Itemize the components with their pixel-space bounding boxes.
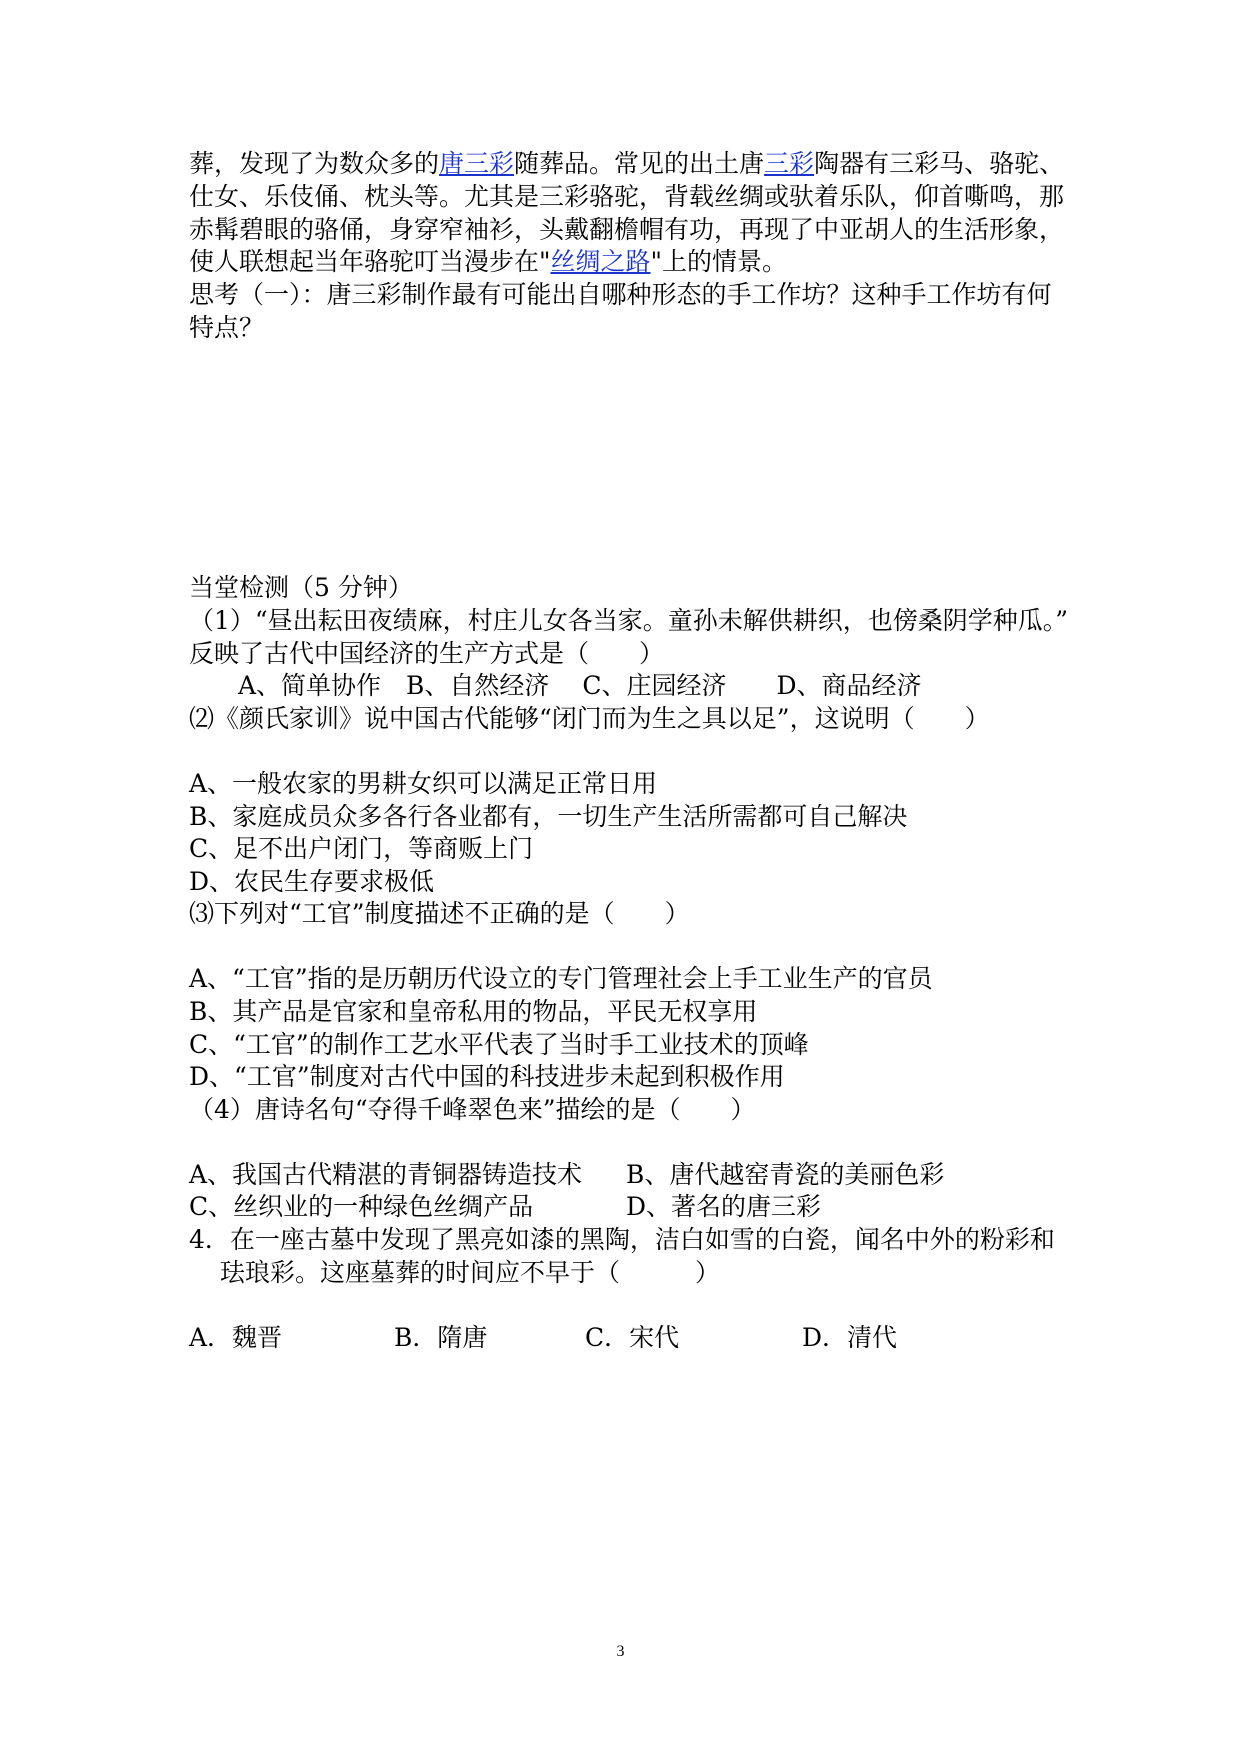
think-question-line-2: 特点？ [189,313,265,342]
q4-option-c: C、丝织业的一种绿色丝绸产品 [189,1192,534,1221]
q5-stem-line-2: 珐琅彩。这座墓葬的时间应不早于（ ） [220,1258,721,1287]
q3-option-b: B、其产品是官家和皇帝私用的物品，平民无权享用 [189,997,758,1026]
passage-text: "上的情景。 [650,247,788,276]
q2-option-b: B、家庭成员众多各行各业都有，一切生产生活所需都可自己解决 [189,802,908,831]
q5-stem-line-1: 4．在一座古墓中发现了黑亮如漆的黑陶，洁白如雪的白瓷，闻名中外的粉彩和 [189,1225,1055,1254]
passage-line-2: 仕女、乐伎俑、枕头等。尤其是三彩骆驼，背载丝绸或驮着乐队，仰首嘶鸣，那 [189,182,1065,211]
q1-stem-line-2: 反映了古代中国经济的生产方式是（ ） [189,639,665,668]
q3-option-a: A、“工官”指的是历朝历代设立的专门管理社会上手工业生产的官员 [189,964,933,993]
passage-text: 使人联想起当年骆驼叮当漫步在" [189,247,551,276]
passage-text: 陶器有三彩马、骆驼、 [814,149,1065,178]
q1-stem-line-1: （1）“昼出耘田夜绩麻，村庄儿女各当家。童孙未解供耕织，也傍桑阴学种瓜。” [189,606,1068,635]
sancai-link[interactable]: 三彩 [764,149,815,178]
passage-line-1 [189,148,1064,180]
q5-option-d: D．清代 [802,1323,898,1352]
q4-option-a: A、我国古代精湛的青铜器铸造技术 [189,1160,583,1189]
q2-option-c: C、足不出户闭门，等商贩上门 [189,834,534,863]
tang-sancai-link[interactable]: 唐三彩 [439,149,515,178]
q4-option-d: D、著名的唐三彩 [626,1192,822,1221]
quiz-heading: 当堂检测（5 分钟） [189,573,413,602]
q2-option-a: A、一般农家的男耕女织可以满足正常日用 [189,769,658,798]
q5-option-c: C．宋代 [585,1323,680,1352]
q3-option-c: C、“工官”的制作工艺水平代表了当时手工业技术的顶峰 [189,1030,809,1059]
silk-road-link[interactable]: 丝绸之路 [550,247,651,276]
passage-text: 葬，发现了为数众多的 [189,149,440,178]
passage-text: 随葬品。常见的出土唐 [514,149,765,178]
think-question-line-1: 思考（一）：唐三彩制作最有可能出自哪种形态的手工作坊？这种手工作坊有何 [189,280,1052,309]
q5-option-b: B．隋唐 [394,1323,488,1352]
q4-option-b: B、唐代越窑青瓷的美丽色彩 [626,1160,945,1189]
q4-stem: （4）唐诗名句“夺得千峰翠色来”描绘的是（ ） [189,1095,756,1124]
page-number: 3 [616,1643,625,1660]
passage-line-3: 赤髯碧眼的骆俑，身穿窄袖衫，头戴翻檐帽有功，再现了中亚胡人的生活形象， [189,215,1065,244]
q5-option-a: A．魏晋 [189,1323,283,1352]
q2-stem: ⑵《颜氏家训》说中国古代能够“闭门而为生之具以足”，这说明（ ） [189,704,990,733]
q1-options: A、简单协作 B、自然经济 C、庄园经济 D、商品经济 [238,671,922,700]
passage-line-4 [189,246,787,278]
q3-option-d: D、“工官”制度对古代中国的科技进步未起到积极作用 [189,1062,785,1091]
q2-option-d: D、农民生存要求极低 [189,867,435,896]
q3-stem: ⑶下列对“工官”制度描述不正确的是（ ） [189,899,690,928]
